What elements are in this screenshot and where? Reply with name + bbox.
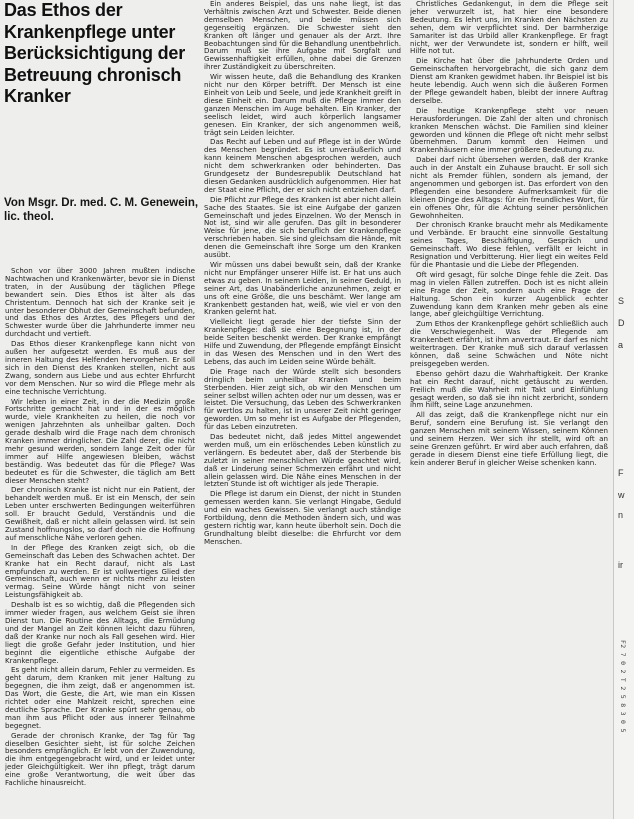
title-line: Betreuung chronisch xyxy=(4,64,182,85)
paragraph: Gerade der chronisch Kranke, der Tag für Tag dieselben Gesichter sieht, ist für solche Zeichen besonders empfänglich. Er lebt von der Zuwendung, die ihm entgegengebracht wird, und er leidet unter jeder Gleichgültigkeit. Wer ihn pflegt, trägt darum eine große Verantwortung, die weit über das Fachliche hinausreicht. xyxy=(5,730,195,788)
title-line: Kranker xyxy=(4,86,71,106)
edge-fragment: D xyxy=(618,318,625,328)
article-title xyxy=(4,0,204,108)
paragraph: Deshalb ist es so wichtig, daß die Pflegenden sich immer wieder fragen, aus welchem Geist sie ihren Dienst tun. Die Routine des Alltags, die Ermüdung und der Mangel an Zeit können leicht dazu führen, daß der Kranke nur noch als Fall gesehen wird. Hier liegt die große Gefahr jeder Institution, und hier beginnt die eigentliche ethische Aufgabe der Krankenpflege. xyxy=(5,600,195,665)
paragraph: Die Pflege ist darum ein Dienst, der nicht in Stunden gemessen werden kann. Sie verlangt Hingabe, Geduld und ein waches Gewissen. Sie verlangt auch ständige Fortbildung, denn die Methoden ändern sich, und was gestern richtig war, kann heute überholt sein. Doch die Grundhaltung bleibt dieselbe: die Ehrfurcht vor dem Menschen. xyxy=(204,489,401,546)
paragraph: Ebenso gehört dazu die Wahrhaftigkeit. Der Kranke hat ein Recht darauf, nicht getäuscht zu werden. Freilich muß die Wahrheit mit Takt und Einfühlung gesagt werden, so daß sie ihn nicht zerbricht, sondern ihm hilft, seine Lage anzunehmen. xyxy=(410,368,608,410)
paragraph: In der Pflege des Kranken zeigt sich, ob die Gemeinschaft das Leben des Schwachen achtet. Der Kranke hat ein Recht darauf, nicht als Last empfunden zu werden. Er ist vollwertiges Glied der Gemeinschaft, auch wenn er nichts mehr zu leisten vermag. Seine Würde hängt nicht von seiner Leistungsfähigkeit ab. xyxy=(5,542,195,600)
edge-vertical-code: F2 7 0 2 T 2 5 8 3 0 5 xyxy=(619,640,627,733)
paragraph: Zum Ethos der Krankenpflege gehört schließlich auch die Verschwiegenheit. Was der Pflegende am Krankenbett erfährt, ist ihm anvertraut. Er darf es nicht weitertragen. Der Kranke muß sich darauf verlassen können, daß seine Schwächen und Nöte nicht preisgegeben werden. xyxy=(410,319,608,368)
title-line: Krankenpflege unter xyxy=(4,21,176,42)
paragraph: Christliches Gedankengut, in dem die Pflege seit jeher verwurzelt ist, hat hier eine besondere Bedeutung. Es lehrt uns, im Kranken den Nächsten zu sehen, dem wir verpflichtet sind. Der barmherzige Samariter ist das Urbild aller Krankenpflege. Er fragt nicht, wer der Verwundete ist, sondern er hilft, weil Hilfe not tut. xyxy=(410,0,608,56)
edge-fragment: S xyxy=(618,296,625,306)
edge-fragment: w xyxy=(618,490,625,500)
paragraph: Das bedeutet nicht, daß jedes Mittel angewendet werden muß, um ein erlöschendes Leben künstlich zu verlängern. Es bedeutet aber, daß der Sterbende bis zuletzt in seiner menschlichen Würde geachtet wird, daß er Linderung seiner Schmerzen erfährt und nicht allein gelassen wird. Die Nähe eines Menschen in der letzten Stunde ist oft wichtiger als jede Therapie. xyxy=(204,432,401,489)
paragraph: Schon vor über 3000 Jahren mußten indische Nachtwachen und Krankenwärter, bevor sie in Dienst traten, in der Ausübung der täglichen Pflege bewandert sein. Dies Ethos ist älter als das Christentum. Dennoch hat sich der Kranke seit je unter besonderer Obhut der Gemeinschaft befunden, und das Ethos des Arztes, des Pflegers und der Schwester wurde über die Jahrhunderte immer neu durchdacht und vertieft. xyxy=(5,267,195,339)
paragraph: Das Ethos dieser Krankenpflege kann nicht von außen her aufgesetzt werden. Es muß aus der inneren Haltung des Helfenden hervorgehen. Er soll sich in den Dienst des Kranken stellen, nicht aus Zwang, sondern aus Liebe und aus echter Ehrfurcht vor dem Menschen. Nur so wird die Pflege mehr als eine technische Verrichtung. xyxy=(5,339,195,396)
paragraph: Wir wissen heute, daß die Behandlung des Kranken nicht nur den Körper betrifft. Der Mensch ist eine Einheit von Leib und Seele, und jede Krankheit greift in diese Einheit ein. Darum muß die Pflege immer den ganzen Menschen im Auge behalten. Ein Kranker, der seelisch leidet, wird auch körperlich langsamer genesen. Ein Kranker, der sich angenommen weiß, trägt sein Leiden leichter. xyxy=(204,72,401,137)
paragraph: Die Kirche hat über die Jahrhunderte Orden und Gemeinschaften hervorgebracht, die sich ganz dem Dienst am Kranken gewidmet haben. Ihr Beispiel ist bis heute lebendig. Auch wenn sich die äußeren Formen der Pflege gewandelt haben, bleibt der innere Auftrag derselbe. xyxy=(410,56,608,105)
author-title: lic. theol. xyxy=(4,211,54,223)
paragraph: Wir müssen uns dabei bewußt sein, daß der Kranke nicht nur Empfänger unserer Hilfe ist. Er hat uns auch etwas zu geben. In seinem Leiden, in seiner Geduld, in seiner Art, das Unabänderliche anzunehmen, zeigt er uns oft eine Größe, die uns beschämt. Wer lange am Krankenbett gestanden hat, weiß, wie viel er von den Kranken gelernt hat. xyxy=(204,260,401,317)
paragraph: Das Recht auf Leben und auf Pflege ist in der Würde des Menschen begründet. Es ist unveräußerlich und kann keinem Menschen abgesprochen werden, auch nicht dem schwerkranken oder behinderten. Das Grundgesetz der Bundesrepublik Deutschland hat diesen Gedanken ausdrücklich aufgenommen. Hier hat der Staat eine Pflicht, der er sich nicht entziehen darf. xyxy=(204,137,401,194)
author-name: Von Msgr. Dr. med. C. M. Genewein, xyxy=(4,197,199,209)
paragraph: Ein anderes Beispiel, das uns nahe liegt, ist das Verhältnis zwischen Arzt und Schwester. Beide dienen demselben Menschen, und beide müssen sich gegenseitig ergänzen. Die Schwester sieht den Kranken oft länger und genauer als der Arzt. Ihre Beobachtungen sind für die Behandlung unentbehrlich. Darum muß sie ihre Aufgabe mit Sorgfalt und Gewissenhaftigkeit erfüllen, ohne dabei die Grenzen ihrer Zuständigkeit zu überschreiten. xyxy=(204,0,401,72)
text-column-2 xyxy=(204,0,401,812)
paragraph: Vielleicht liegt gerade hier der tiefste Sinn der Krankenpflege: daß sie eine Begegnung ist, in der beide Seiten beschenkt werden. Der Kranke empfängt Hilfe und Zuwendung, der Pflegende empfängt Einsicht in das Wesen des Menschen und in den Wert des Lebens, das auch im Leiden seine Würde behält. xyxy=(204,317,401,366)
paragraph: Die heutige Krankenpflege steht vor neuen Herausforderungen. Die Zahl der alten und chronisch kranken Menschen wächst. Die Familien sind kleiner geworden und können die Pflege oft nicht mehr selbst übernehmen. Darum kommt den Heimen und Krankenhäusern eine immer größere Bedeutung zu. xyxy=(410,105,608,155)
text-column-1 xyxy=(5,267,195,811)
edge-fragment: a xyxy=(618,340,624,350)
paragraph: Wir leben in einer Zeit, in der die Medizin große Fortschritte gemacht hat und in der es möglich wurde, viele Krankheiten zu heilen, die noch vor wenigen Jahrzehnten als unheilbar galten. Doch gerade deshalb wird die Frage nach dem chronisch Kranken immer dringlicher. Die Zahl derer, die nicht mehr gesund werden, sondern lange Zeit oder für immer auf Hilfe angewiesen bleiben, wächst beständig. Was bedeutet das für die Pflege? Was bedeutet es für die Schwester, die täglich am Bett dieser Menschen steht? xyxy=(5,396,195,485)
paragraph: Der chronisch Kranke braucht mehr als Medikamente und Verbände. Er braucht eine sinnvolle Gestaltung seines Tages, Beschäftigung, Gespräch und Gemeinschaft. Wo diese fehlen, verfällt er leicht in Resignation und Verbitterung. Hier liegt ein weites Feld für die Phantasie und die Liebe der Pflegenden. xyxy=(410,220,608,269)
paragraph: Oft wird gesagt, für solche Dinge fehle die Zeit. Das mag in vielen Fällen zutreffen. Doch ist es nicht allein eine Frage der Zeit, sondern auch eine Frage der Haltung. Schon ein kurzer Augenblick echter Zuwendung kann dem Kranken mehr geben als eine lange, aber gleichgültige Verrichtung. xyxy=(410,269,608,319)
paragraph: Die Pflicht zur Pflege des Kranken ist aber nicht allein Sache des Staates. Sie ist eine Aufgabe der ganzen Gemeinschaft und jedes Einzelnen. Wo der Mensch in Not ist, sind wir alle gerufen. Das gilt in besonderer Weise für jene, die sich beruflich der Krankenpflege verschrieben haben. Sie sind gleichsam die Hände, mit denen die Gemeinschaft ihre Sorge um den Kranken ausübt. xyxy=(204,194,401,260)
edge-fragment: ir xyxy=(618,560,623,570)
title-line: Berücksichtigung der xyxy=(4,43,186,63)
author-byline xyxy=(4,196,204,224)
edge-fragment: n xyxy=(618,510,624,520)
paragraph: All das zeigt, daß die Krankenpflege nicht nur ein Beruf, sondern eine Berufung ist. Sie verlangt den ganzen Menschen mit seinem Wissen, seinem Können und seinem Herzen. Wer sich ihr stellt, wird oft an seine Grenzen geführt. Er wird aber auch erfahren, daß gerade in diesem Dienst eine tiefe Erfüllung liegt, die kein anderer Beruf in gleicher Weise schenken kann. xyxy=(410,410,608,467)
paragraph: Dabei darf nicht übersehen werden, daß der Kranke auch in der Anstalt ein Zuhause braucht. Er soll sich nicht als Fremder fühlen, sondern als jemand, der angenommen und geborgen ist. Das erfordert von den Pflegenden eine besondere Aufmerksamkeit für die kleinen Dinge des Alltags: für ein freundliches Wort, für ein offenes Ohr, für die Achtung seiner persönlichen Gewohnheiten. xyxy=(410,155,608,220)
edge-fragment: F xyxy=(618,468,624,478)
title-line: Das Ethos der xyxy=(4,0,123,20)
paragraph: Die Frage nach der Würde stellt sich besonders dringlich beim unheilbar Kranken und beim Sterbenden. Hier zeigt sich, ob wir den Menschen um seiner selbst willen achten oder nur um dessen, was er leistet. Die Versuchung, das Leben des Schwerkranken für wertlos zu halten, ist in unserer Zeit nicht geringer geworden. Um so mehr ist es Aufgabe der Pflegenden, für das Leben einzutreten. xyxy=(204,366,401,432)
paragraph: Es geht nicht allein darum, Fehler zu vermeiden. Es geht darum, dem Kranken mit jener Haltung zu begegnen, die ihm zeigt, daß er angenommen ist. Das Wort, die Geste, die Art, wie man ein Kissen richtet oder eine Mahlzeit reicht, sprechen eine deutliche Sprache. Der Kranke spürt sehr genau, ob man ihm aus Pflicht oder aus innerer Teilnahme begegnet. xyxy=(5,665,195,730)
text-column-3 xyxy=(410,0,608,812)
paragraph: Der chronisch Kranke ist nicht nur ein Patient, der behandelt werden muß. Er ist ein Mensch, der sein Leben unter erschwerten Bedingungen weiterführen soll. Er braucht Geduld, Verständnis und die Gewißheit, daß er nicht allein gelassen wird. Ist sein Zustand hoffnungslos, so darf doch nie die Hoffnung auf menschliche Nähe verloren gehen. xyxy=(5,485,195,542)
